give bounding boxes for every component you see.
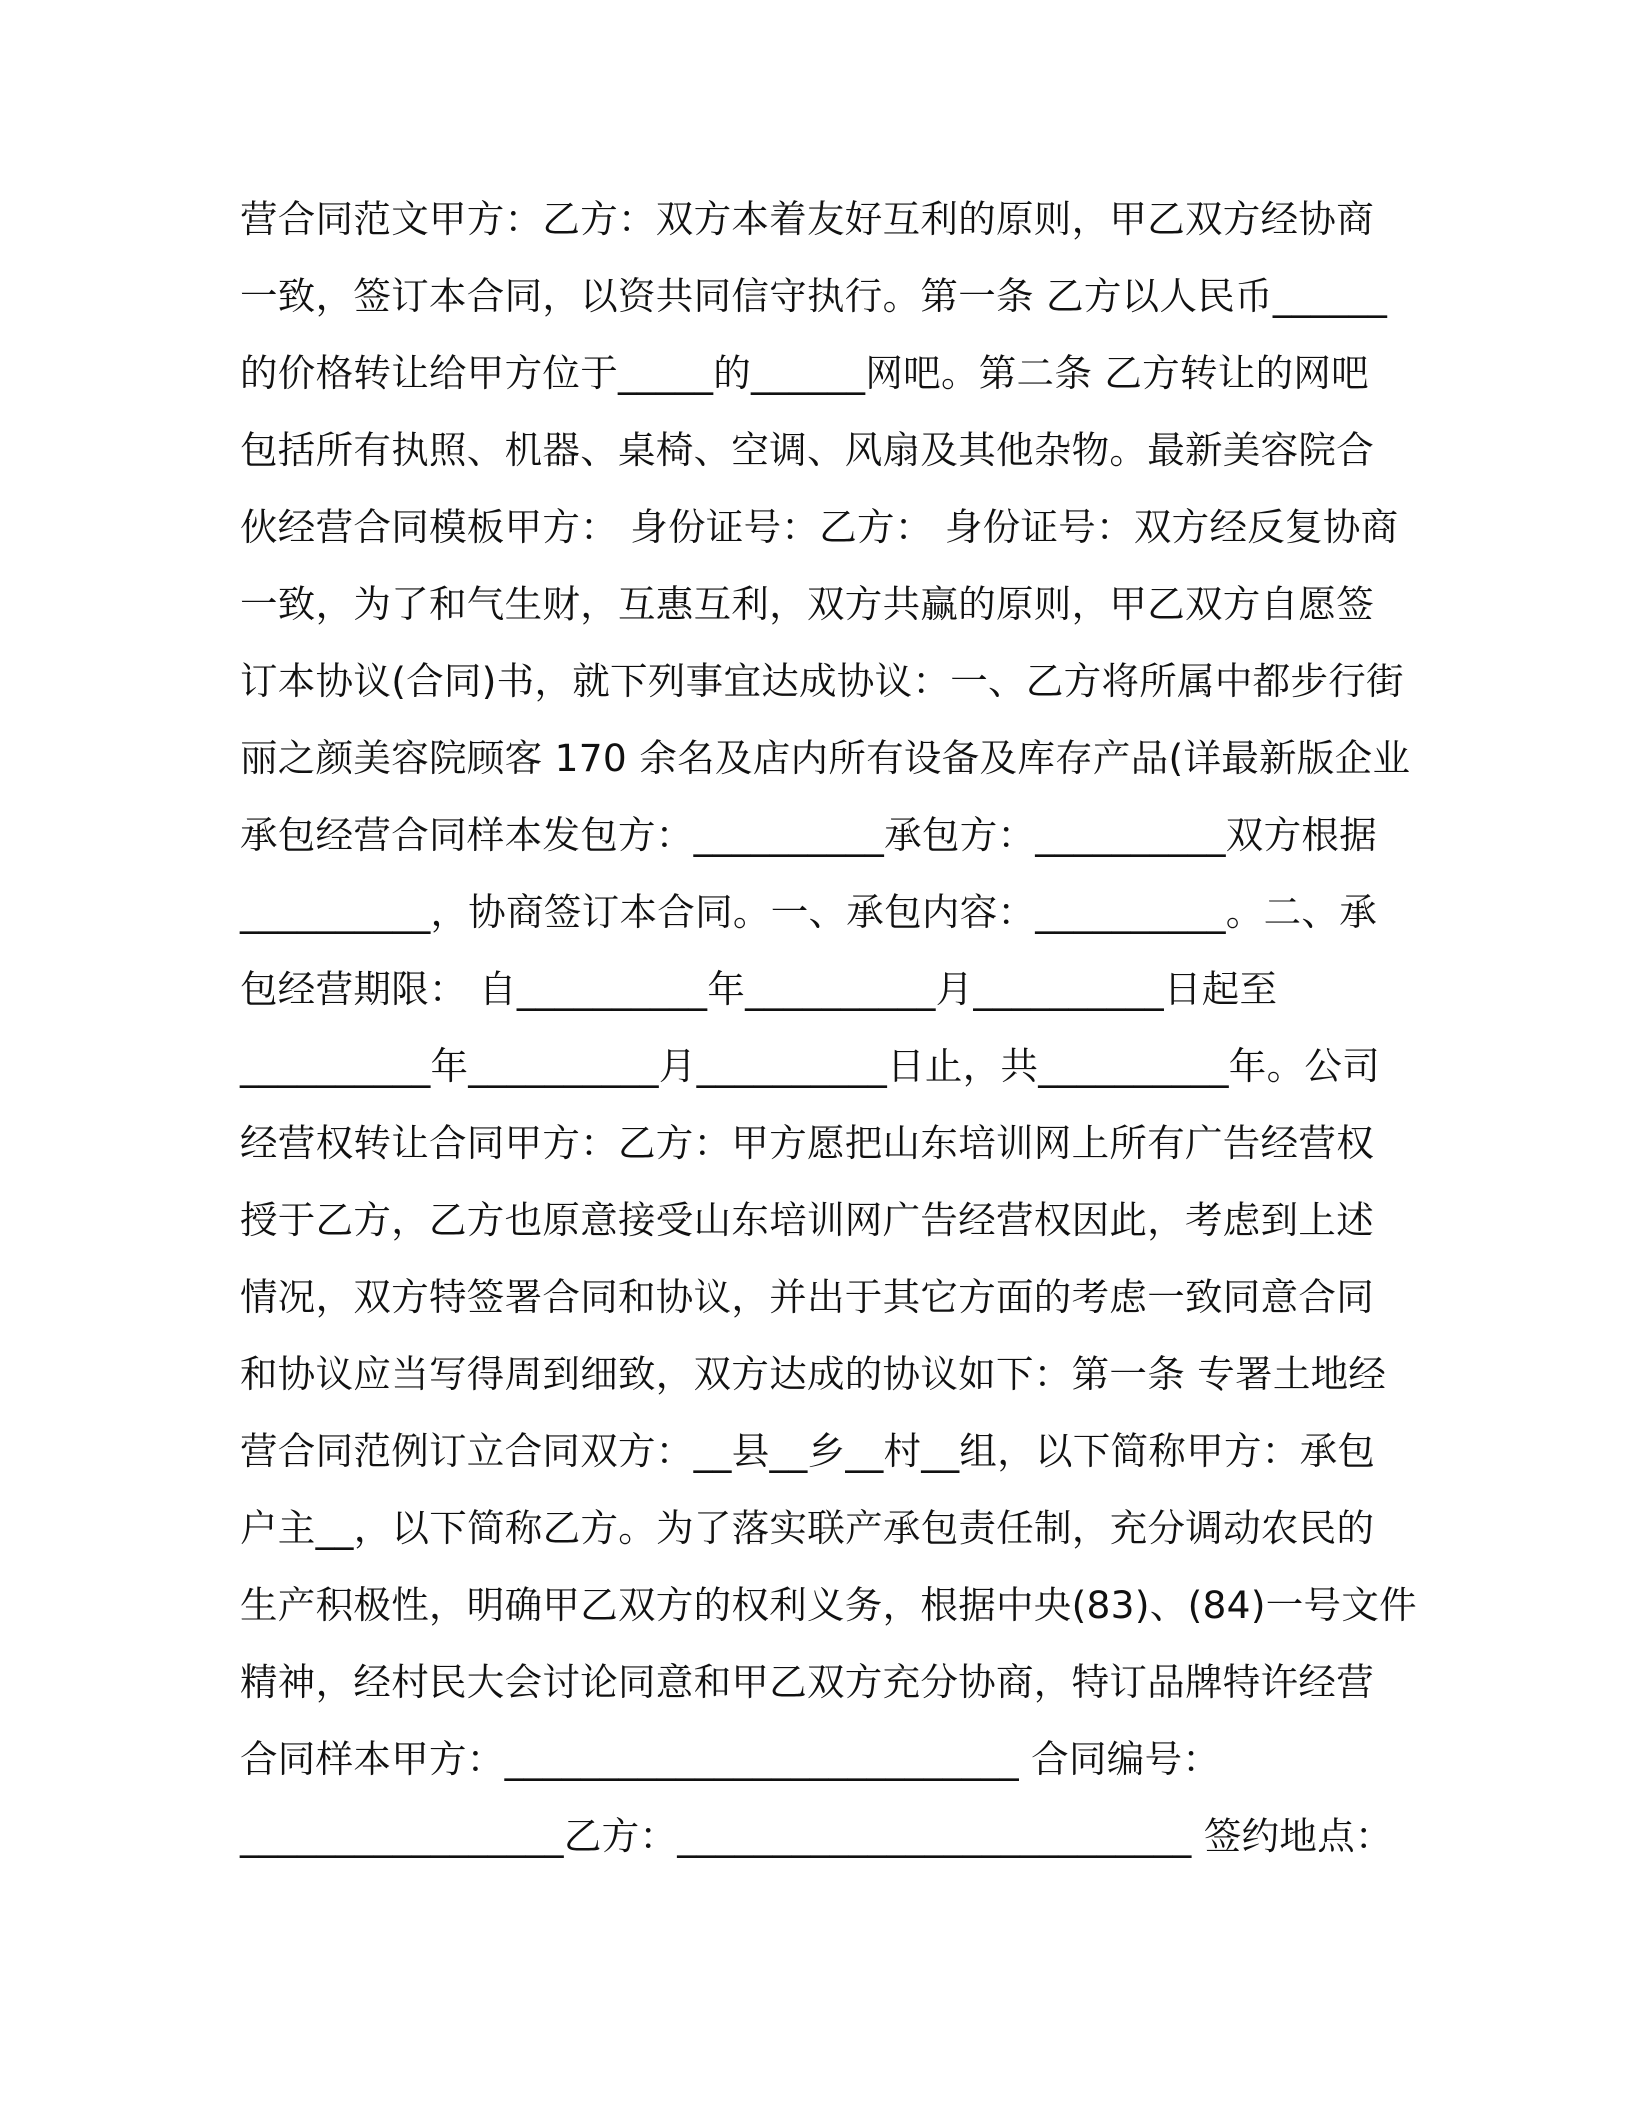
document-body [240,186,1420,1880]
text-line: _________________乙方：___________________________ 签约地点： [240,1814,1393,1858]
text-line: 一致，为了和气生财，互惠互利，双方共赢的原则，甲乙双方自愿签 [240,582,1374,626]
text-line: 包括所有执照、机器、桌椅、空调、风扇及其他杂物。最新美容院合 [240,428,1374,472]
text-line: 的价格转让给甲方位于_____的______网吧。第二条 乙方转让的网吧 [240,351,1369,395]
text-line: 和协议应当写得周到细致，双方达成的协议如下：第一条 专署土地经 [240,1352,1387,1396]
text-line: 户主__，以下简称乙方。为了落实联产承包责任制，充分调动农民的 [240,1506,1375,1550]
text-line: 营合同范例订立合同双方：__县__乡__村__组，以下简称甲方：承包 [240,1429,1376,1473]
text-line: 情况，双方特签署合同和协议，并出于其它方面的考虑一致同意合同 [240,1275,1374,1319]
text-line: 营合同范文甲方：乙方：双方本着友好互利的原则，甲乙双方经协商 [240,197,1374,241]
text-line: 订本协议(合同)书，就下列事宜达成协议：一、乙方将所属中都步行街 [240,659,1404,703]
text-line: 丽之颜美容院顾客 170 余名及店内所有设备及库存产品(详最新版企业 [240,736,1411,780]
text-line: 一致，签订本合同，以资共同信守执行。第一条 乙方以人民币______ [240,274,1388,318]
text-line: 承包经营合同样本发包方：__________承包方：__________双方根据 [240,813,1377,857]
text-line: 经营权转让合同甲方：乙方：甲方愿把山东培训网上所有广告经营权 [240,1121,1374,1165]
text-line: 授于乙方，乙方也原意接受山东培训网广告经营权因此，考虑到上述 [240,1198,1374,1242]
text-line: 生产积极性，明确甲乙双方的权利义务，根据中央(83)、(84)一号文件 [240,1583,1417,1627]
text-line: 精神，经村民大会讨论同意和甲乙双方充分协商，特订品牌特许经营 [240,1660,1374,1704]
text-line: 包经营期限： 自__________年__________月__________日起至 [240,967,1278,1011]
text-line: __________，协商签订本合同。一、承包内容：__________。二、承 [240,890,1377,934]
text-line: __________年__________月__________日止，共__________年。公司 [240,1044,1380,1088]
text-line: 合同样本甲方：___________________________ 合同编号： [240,1737,1221,1781]
text-line: 伙经营合同模板甲方： 身份证号：乙方： 身份证号：双方经反复协商 [240,505,1399,549]
